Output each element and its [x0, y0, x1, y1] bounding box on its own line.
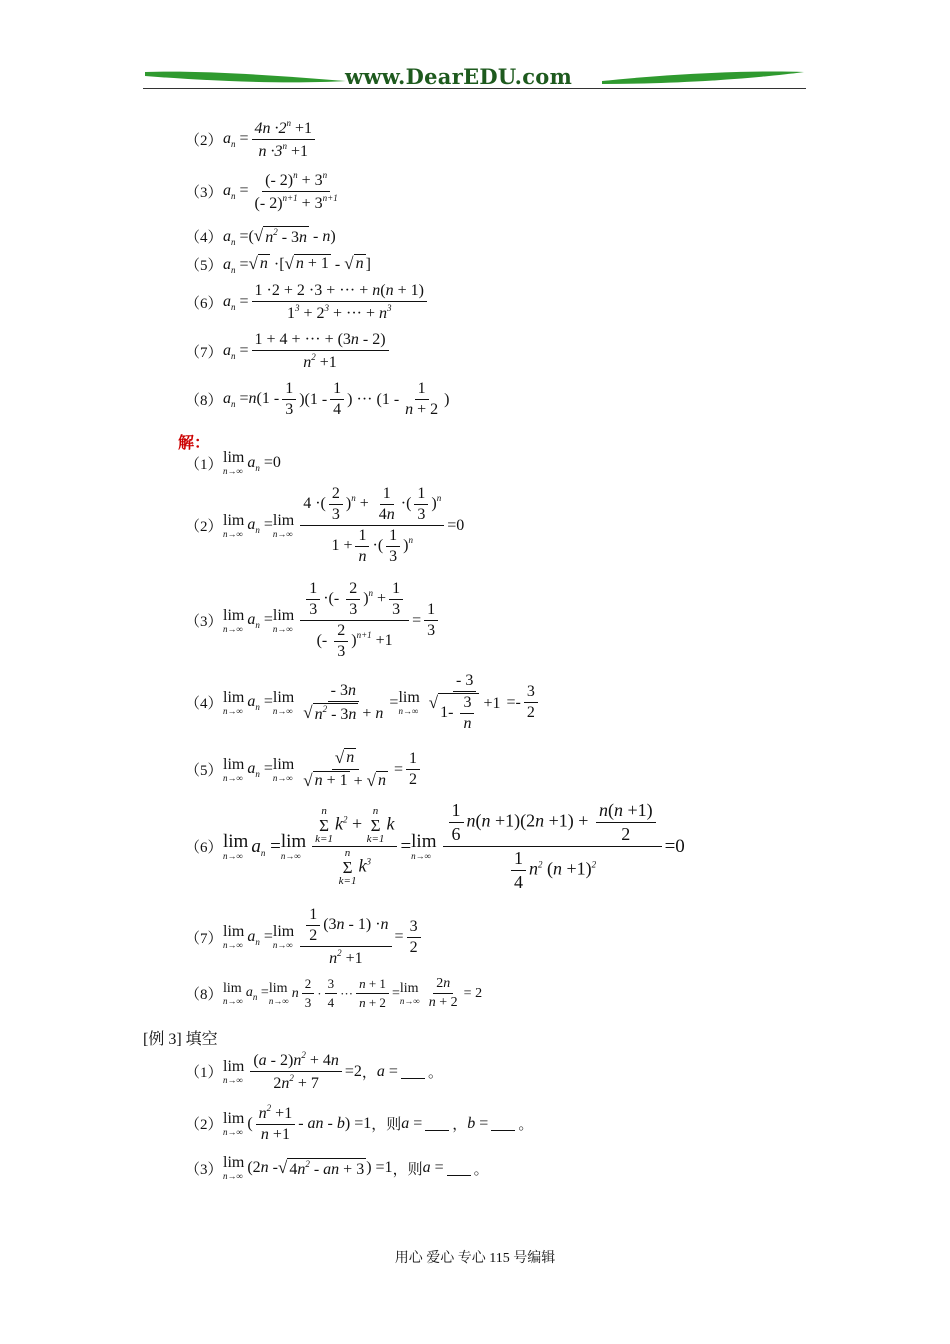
- q2-then: ，则: [371, 1117, 402, 1133]
- item-label: （6）: [185, 840, 223, 856]
- item-label: （3）: [185, 1161, 223, 1178]
- solution-title: 解：: [178, 435, 211, 452]
- problem-6: （6） $a_n$ = $\frac{1 \cdot 2 + 2 \cdot 3 + \cdot\cdot\cdot + n(n + 1)}{1^3 + 2^3 + \cdot\cdot\cdot + n^3}$: [185, 282, 430, 323]
- solution-7: （7） lim n→∞ $a_n$ = lim n→∞ $\frac{1}{2}$ (3n - 1) ·n $n^2 +1$ = $\frac{3}{2}$: [185, 906, 424, 968]
- example-q1: （1） lim n→∞ $\frac{(a - 2)n^2 + 4n}{2n^2 + 7}$ =2 ， a = 。: [185, 1050, 443, 1092]
- example-q3: （3） lim n→∞ (2n - √ $4n^2$ - an + 3 ) =1 ，则 a = 。: [185, 1154, 489, 1181]
- header-swoosh-right: [600, 66, 806, 90]
- item-label: （5）: [185, 763, 223, 779]
- item-label: （4）: [185, 230, 223, 246]
- item-label: （3）: [185, 614, 223, 630]
- item-label: （7）: [185, 345, 223, 361]
- header-swoosh-left: [143, 66, 348, 90]
- q3-period: 。: [473, 1161, 489, 1178]
- item-label: （1）: [185, 1065, 223, 1081]
- solution-8: （8） lim n→∞ $a_n$ = lim n→∞ n $\frac{2}{3}$ · $\frac{3}{4}$ ··· $\frac{n + 1}{n + 2}$ = lim n→∞ $\frac{2n}{n + 2}$ = 2: [185, 976, 483, 1010]
- problem-2: （2） $a_n$ = $\frac{4n \cdot 2^n +1}{n \cdot 3^n +1}$: [185, 118, 318, 161]
- item-label: （8）: [185, 987, 223, 1003]
- item-label: （3）: [185, 185, 223, 201]
- q2-period: 。: [518, 1117, 534, 1133]
- problem-3: （3） $a_n$ = $\frac{(- 2)^n + 3^n}{(- 2)^{n+1} + 3^{n+1}}$: [185, 170, 338, 212]
- answer-blank-a[interactable]: [425, 1116, 449, 1131]
- q1-period: 。: [427, 1065, 443, 1081]
- item-label: （2）: [185, 1117, 223, 1133]
- header-rule: [143, 88, 806, 89]
- item-label: （7）: [185, 930, 223, 947]
- item-label: （5）: [185, 258, 223, 274]
- item-label: （8）: [185, 393, 223, 409]
- item-label: （6）: [185, 296, 223, 312]
- item-label: （2）: [185, 133, 223, 149]
- answer-blank-b[interactable]: [491, 1116, 515, 1131]
- problem-5: （5） $a_n$ = √ n ·[ √ n + 1 - √ n ]: [185, 254, 371, 275]
- solution-2: （2） lim n→∞ $a_n$ = lim n→∞ 4 ·( $\frac{2}{3}$ )$^n$ + $\frac{1}{4n}$ ·( $\frac{1}{3}$ )$^n$ 1 + $\frac{1}{n}$ ·( $\frac{1}{3}$ )$^n$ =0: [185, 485, 465, 565]
- solution-6: （6） lim n→∞ $a_n$ = lim n→∞ n Σ k=1 $k^2$ + n Σ k=1 k n Σ k=1 $k^3$ = lim n→∞ $\frac{1}{6}$ n(n +1)(2n +1) + $\frac{n(n +1)}{2}$ $\frac{1}{4}$ $n^2$ $(n +1)^2$ =0: [185, 800, 685, 892]
- solution-1: （1） lim n→∞ $a_n =0$: [185, 449, 281, 476]
- header-brand: www.DearEDU.com: [345, 64, 573, 89]
- solution-3: （3） lim n→∞ $a_n$ = lim n→∞ $\frac{1}{3}$ ·(- $\frac{2}{3}$ )$^n$ + $\frac{1}{3}$ (- $\frac{2}{3}$ )$^{n+1}$ +1 = $\frac{1}{3}$: [185, 580, 441, 661]
- problem-7: （7） $a_n$ = $\frac{1 + 4 + \cdot\cdot\cdot + (3n - 2)}{n^2 +1}$: [185, 331, 392, 372]
- solution-4: （4） lim n→∞ $a_n$ = lim n→∞ - 3n √ $n^2 - 3n$ + n = lim n→∞ - 3 √ 1- $\frac{3}{n}$ +1 =- $\frac{3}{2}$: [185, 672, 541, 733]
- example-title: [例 3] 填空: [143, 1031, 218, 1048]
- q1-separator: ，: [361, 1065, 377, 1081]
- page-footer: 用心 爱心 专心 115 号编辑: [394, 1251, 556, 1266]
- answer-blank-a[interactable]: [401, 1064, 425, 1079]
- answer-blank-a[interactable]: [447, 1161, 471, 1176]
- problem-4: （4） $a_n$ =( √ $n^2 - 3n$ - n): [185, 226, 336, 247]
- item-label: （2）: [185, 519, 223, 535]
- example-q2: （2） lim n→∞ ( $\frac{n^2 +1}{n +1}$ - an - b) =1 ，则 a = ， b = 。: [185, 1103, 534, 1143]
- problem-8: （8） $a_n =n(1$ - $\frac{1}{3}$ )(1 - $\frac{1}{4}$ ) ··· (1 - $\frac{1}{n + 2}$ ): [185, 380, 450, 418]
- item-label: （4）: [185, 696, 223, 712]
- q3-then: ，则: [392, 1161, 423, 1178]
- item-label: （1）: [185, 456, 223, 473]
- solution-5: （5） lim n→∞ $a_n$ = lim n→∞ √ n √ n + 1 + √ n = $\frac{1}{2}$: [185, 748, 423, 791]
